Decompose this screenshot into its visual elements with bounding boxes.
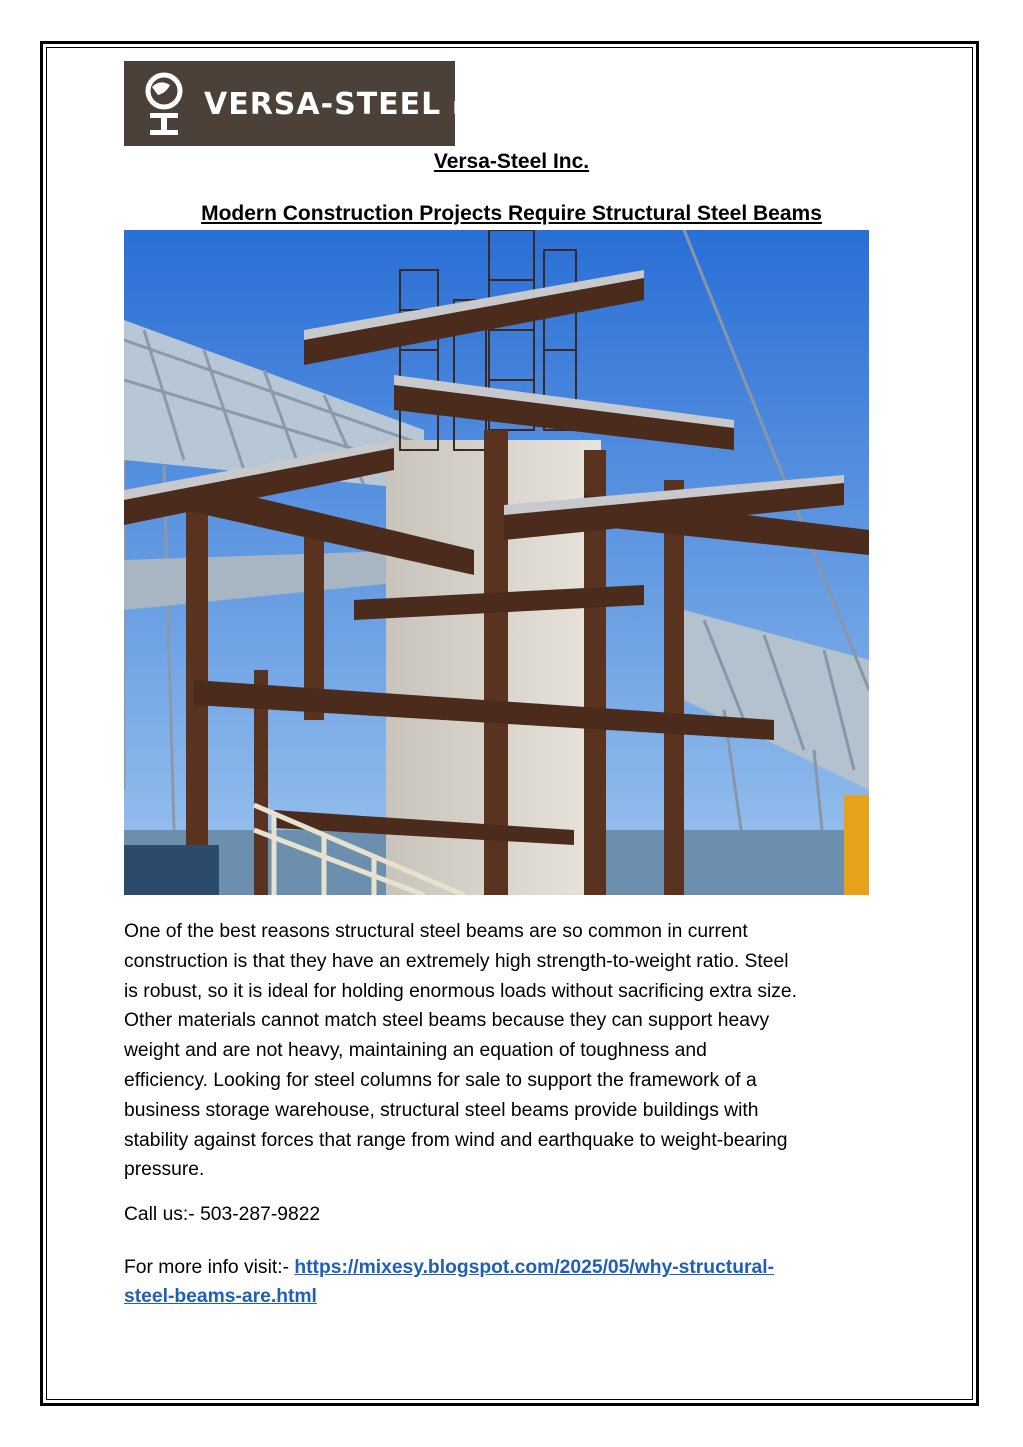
paragraph-line: weight and are not heavy, maintaining an equation of toughness and bbox=[124, 1040, 707, 1062]
paragraph-line: pressure. bbox=[124, 1159, 205, 1181]
paragraph-line: construction is that they have an extremely high strength-to-weight ratio. Steel bbox=[124, 950, 789, 972]
globe-ibeam-icon bbox=[130, 61, 200, 146]
paragraph-line: Other materials cannot match steel beams because they can support heavy bbox=[124, 1010, 770, 1032]
paragraph-line: efficiency. Looking for steel columns for sale to support the framework of a bbox=[124, 1069, 757, 1091]
steel-beam-construction-photo bbox=[124, 230, 869, 895]
more-info-label: For more info visit:- bbox=[124, 1257, 295, 1278]
paragraph-line: business storage warehouse, structural steel beams provide buildings with bbox=[124, 1099, 759, 1121]
logo-text bbox=[204, 87, 499, 122]
call-us-text: Call us:- 503-287-9822 bbox=[124, 1204, 321, 1225]
more-info-link[interactable]: https://mixesy.blogspot.com/2025/05/why-structural- bbox=[294, 1257, 775, 1278]
paragraph-line: stability against forces that range from wind and earthquake to weight-bearing bbox=[124, 1129, 788, 1151]
paragraph-line: One of the best reasons structural steel beams are so common in current bbox=[124, 921, 748, 942]
page-title: Versa-Steel Inc. bbox=[433, 150, 590, 173]
company-logo bbox=[124, 61, 499, 146]
body-paragraph bbox=[124, 917, 914, 1185]
more-info bbox=[124, 1253, 774, 1311]
logo-name: VERSA-STEEL bbox=[204, 87, 442, 122]
page-subtitle: Modern Construction Projects Require Structural Steel Beams bbox=[201, 202, 822, 225]
photo-illustration bbox=[124, 230, 869, 895]
more-info-link-continued[interactable]: steel-beams-are.html bbox=[124, 1286, 317, 1307]
paragraph-line: is robust, so it is ideal for holding enormous loads without sacrificing extra size. bbox=[124, 980, 798, 1002]
logo-suffix: INC. bbox=[452, 98, 499, 119]
